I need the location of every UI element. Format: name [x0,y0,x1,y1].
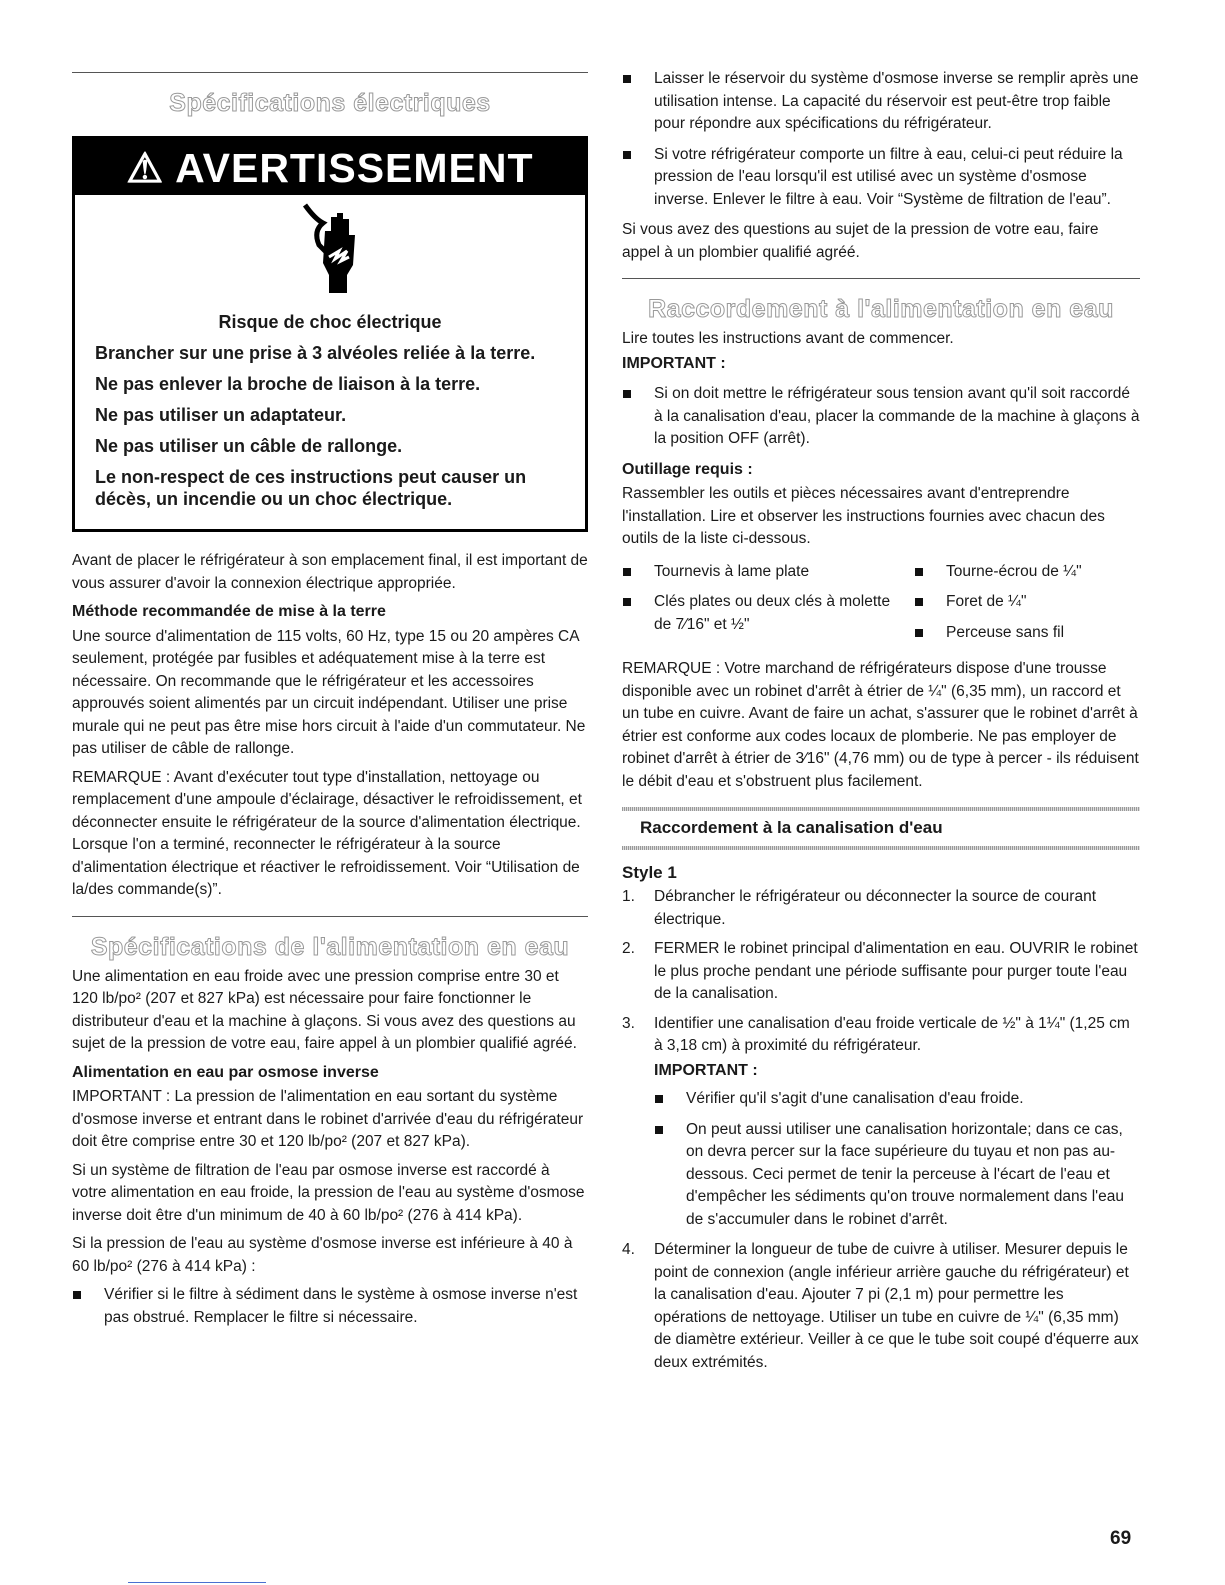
step-item [622,938,1140,1006]
step-text: FERMER le robinet principal d'alimentation en eau. OUVRIR le robinet le plus proche pendant une période suffisante pour purger toute l'eau de la canalisation. [654,940,1138,1002]
step-text: Identifier une canalisation d'eau froide verticale de ½" à 1¼" (1,25 cm à 3,18 cm) à proximité du réfrigérateur. [654,1014,1130,1054]
list-item: Vérifier si le filtre à sédiment dans le système à osmose inverse n'est pas obstrué. Remplacer le filtre si nécessaire. [72,1284,588,1329]
remarque-text: REMARQUE : Avant d'exécuter tout type d'installation, nettoyage ou remplacement d'une ampoule d'éclairage, désactiver le refroidissement, et déconnecter ensuite le réfrigérateur de la source d'alimentation électrique. Lorsque l'on a terminé, reconnecter le réfrigérateur à la source d'alimentation électrique et réactiver le refroidissement. Voir “Utilisation de la/des commande(s)”. [72,768,582,898]
shaded-divider [622,807,1140,811]
tool-item: Foret de ¼" [914,591,1140,614]
read-all-text: Lire toutes les instructions avant de commencer. [622,330,954,347]
tools-text: Rassembler les outils et pièces nécessaires avant d'entreprendre l'installation. Lire et observer les instructions fournies avec chacun des outils de la liste ci-dessous. [622,485,1105,547]
section-title-water: Spécifications de l'alimentation en eau [90,932,570,961]
ro-text: IMPORTANT : La pression de l'alimentation en eau sortant du système d'osmose inverse et entrant dans le robinet d'arrivée d'eau du réfrigérateur doit être comprise entre 30 et 120 lb/po² (207 et 827 kPa). [72,1088,584,1150]
step-number: 3. [622,1014,635,1032]
step-number: 2. [622,940,635,957]
section-title-electrical: Spécifications électriques [169,89,491,117]
section-title-connection: Raccordement à l'alimentation en eau [648,295,1114,323]
intro-text: Avant de placer le réfrigérateur à son emplacement final, il est important de vous assurer d'avoir la connexion électrique appropriée. [72,552,588,592]
ro-note: Si vous avez des questions au sujet de la pression de votre eau, faire appel à un plombier qualifié agréé. [622,221,1099,261]
list-item: Laisser le réservoir du système d'osmose inverse se remplir après une utilisation intense. La capacité du réservoir est peut-être trop faible pour répondre aux spécifications du réfrigérateur. [622,68,1140,136]
ro-heading: Alimentation en eau par osmose inverse [72,1063,379,1081]
link-underline [128,1582,266,1583]
tool-item: Clés plates ou deux clés à molette de 7⁄16" et ½" [622,591,894,636]
shaded-divider [622,846,1140,850]
ground-text: Une source d'alimentation de 115 volts, 60 Hz, type 15 ou 20 ampères CA seulement, protégée par fusibles et adéquatement mise à la terre est nécessaire. On recommande que le réfrigérateur et les accessoires approuvés soient alimentés par un circuit indépendant. Utiliser une prise murale qui ne peut pas être mise hors circuit à l'aide d'un commutateur. Ne pas utiliser de câble de rallonge. [72,627,586,757]
list-item: On peut aussi utiliser une canalisation horizontale; dans ce cas, on devra percer sur la face supérieure du tuyau et non pas au-dessous. Ceci permet de tenir la perceuse à l'écart de l'eau et d'empêcher les sédiments qu'on trouve normalement dans l'eau de s'accumuler dans le robinet d'arrêt. [654,1119,1140,1232]
list-item: Si on doit mettre le réfrigérateur sous tension avant qu'il soit raccordé à la canalisation d'eau, placer la commande de la machine à glaçons à la position OFF (arrêt). [622,383,1140,451]
tool-item: Tourne-écrou de ¼" [914,561,1140,584]
warning-risk: Risque de choc électrique [218,312,442,332]
ro-text: Si un système de filtration de l'eau par osmose inverse est raccordé à votre alimentation en eau froide, la pression de l'eau au système d'osmose inverse doit être d'un minimum de 40 à 60 lb/po² (276 à 414 kPa). [72,1161,585,1224]
step-item [622,1013,1140,1232]
tool-item: Perceuse sans fil [914,622,1140,645]
important-label: IMPORTANT : [622,354,726,372]
warning-line: Ne pas utiliser un adaptateur. [95,405,347,425]
step-text: Débrancher le réfrigérateur ou déconnecter la source de courant électrique. [654,888,1097,928]
warning-header [75,139,585,195]
step-item [622,1239,1140,1374]
page-number: 69 [1110,1528,1132,1549]
divider [72,72,588,73]
step-number: 4. [622,1241,635,1258]
ro-text: Si la pression de l'eau au système d'osmose inverse est inférieure à 40 à 60 lb/po² (276 à 414 kPa) : [72,1235,573,1275]
step-number: 1. [622,888,635,905]
tool-item: Tournevis à lame plate [622,561,894,584]
warning-line: Ne pas utiliser un câble de rallonge. [95,436,403,456]
list-item: Si votre réfrigérateur comporte un filtre à eau, celui-ci peut réduire la pression de l'eau lorsqu'il est utilisé avec un système d'osmose inverse. Enlever le filtre à eau. Voir “Système de filtration de l'eau”. [622,144,1140,212]
warning-line: Ne pas enlever la broche de liaison à la terre. [95,374,481,394]
ground-heading: Méthode recommandée de mise à la terre [72,603,386,620]
divider [72,916,588,917]
water-text: Une alimentation en eau froide avec une pression comprise entre 30 et 120 lb/po² (207 et 827 kPa) est nécessaire pour faire fonctionner le distributeur d'eau et la machine à glaçons. Si vous avez des questions au sujet de la pression de votre eau, faire appel à un plombier qualifié agréé. [72,967,577,1052]
divider [622,278,1140,279]
warning-line: Brancher sur une prise à 3 alvéoles reliée à la terre. [95,343,536,363]
warning-triangle-icon: ⚠ [126,145,165,191]
left-column [72,64,588,1337]
remarque-text: REMARQUE : Votre marchand de réfrigérateurs dispose d'une trousse disponible avec un robinet d'arrêt à étrier de ¼" (6,35 mm), un raccord et un tube en cuivre. Avant de faire un achat, s'assurer que le robinet d'arrêt à étrier est conforme aux codes locaux de plomberie. Ne pas employer de robinet d'arrêt à étrier de 3⁄16" (4,76 mm) ou de type à percer - ils réduisent le débit d'eau et s'obstruent plus facilement. [622,660,1139,790]
step-item [622,886,1140,931]
warning-title: AVERTISSEMENT [175,145,534,191]
line-heading: Raccordement à la canalisation d'eau [640,818,943,837]
warning-box [72,136,588,532]
electric-shock-hand-icon [75,195,585,311]
important-label: IMPORTANT : [654,1061,758,1079]
right-column [622,64,1140,1381]
step-text: Déterminer la longueur de tube de cuivre à utiliser. Mesurer depuis le point de connexion (angle inférieur arrière gauche du réfrigérateur) et la canalisation d'eau. Ajouter 7 pi (2,1 m) pour permettre les opérations de nettoyage. Utiliser un tube en cuivre de ¼" (6,35 mm) de diamètre extérieur. Veiller à ce que le tube soit coupé d'équerre aux deux extrémités. [654,1241,1139,1371]
list-item: Vérifier qu'il s'agit d'une canalisation d'eau froide. [654,1088,1140,1111]
tools-list [622,561,1140,653]
warning-line: Le non-respect de ces instructions peut causer un décès, un incendie ou un choc électrique. [95,467,527,509]
style-label: Style 1 [622,862,677,882]
tools-heading: Outillage requis : [622,460,753,478]
